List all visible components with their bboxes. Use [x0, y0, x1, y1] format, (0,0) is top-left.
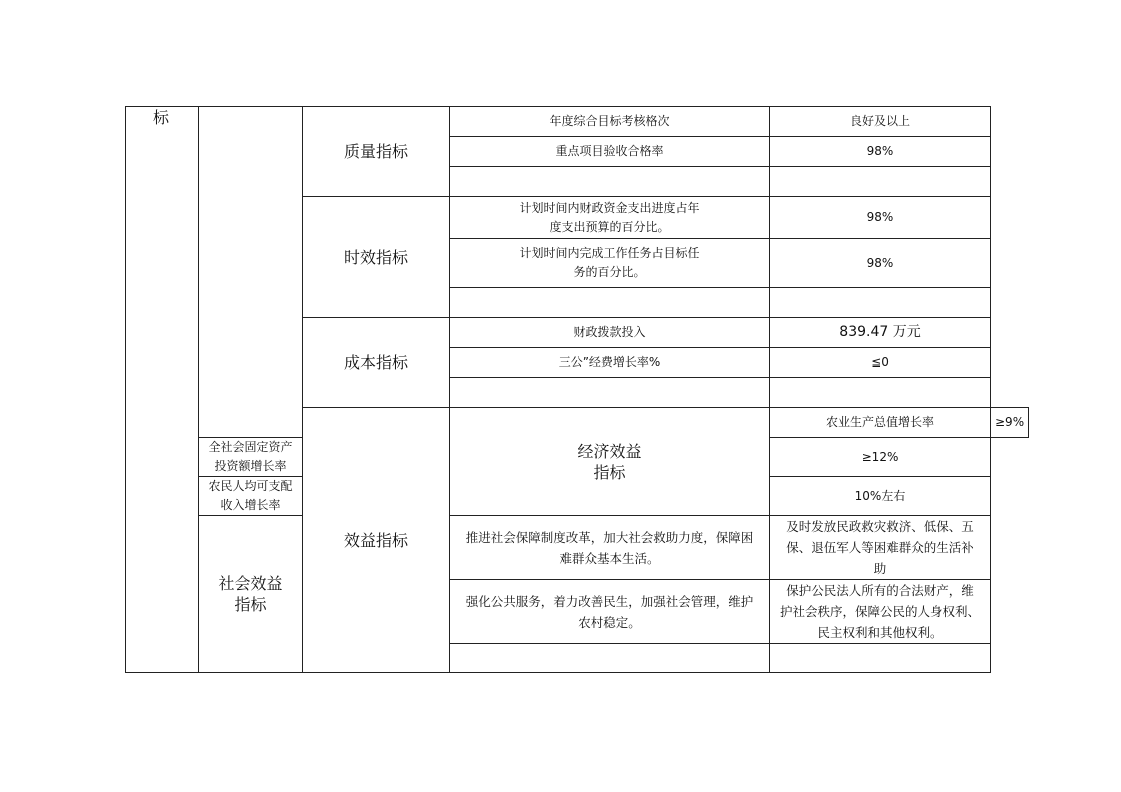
value-cell	[770, 378, 991, 408]
value-cell: 98%	[770, 137, 991, 167]
value-cell: 98%	[770, 239, 991, 288]
value-cell: 及时发放民政救灾救济、低保、五 保、退伍军人等困难群众的生活补 助	[770, 516, 991, 580]
value-cell	[770, 644, 991, 673]
indicator-cell: 年度综合目标考核格次	[450, 107, 770, 137]
indicator-cell: 强化公共服务，着力改善民生，加强社会管理，维护 农村稳定。	[450, 580, 770, 644]
value-cell: ≦0	[770, 348, 991, 378]
value-cell: ≥12%	[770, 438, 991, 477]
indicator-cell	[450, 167, 770, 197]
indicator-cell: 农民人均可支配收入增长率	[199, 477, 303, 516]
level3-timeliness-indicator: 时效指标	[303, 197, 450, 318]
indicator-cell	[450, 288, 770, 318]
indicator-cell: 计划时间内完成工作任务占目标任 务的百分比。	[450, 239, 770, 288]
level1-category-cell: 标	[126, 107, 199, 673]
value-cell: 10%左右	[770, 477, 991, 516]
level2-benefit-indicator: 效益指标	[303, 408, 450, 673]
table-row	[126, 516, 1029, 580]
value-cell: 保护公民法人所有的合法财产，维 护社会秩序，保障公民的人身权利、 民主权利和其他权利。	[770, 580, 991, 644]
indicator-cell	[450, 644, 770, 673]
indicator-cell	[450, 378, 770, 408]
indicator-cell: 财政拨款投入	[450, 318, 770, 348]
level3-economic-indicator: 经济效益 指标	[450, 408, 770, 516]
indicator-cell: 全社会固定资产投资额增长率	[199, 438, 303, 477]
value-cell	[770, 167, 991, 197]
indicator-cell: 三公”经费增长率%	[450, 348, 770, 378]
level3-cost-indicator: 成本指标	[303, 318, 450, 408]
value-cell: 839.47 万元	[770, 318, 991, 348]
value-cell: 良好及以上	[770, 107, 991, 137]
indicator-cell: 推进社会保障制度改革，加大社会救助力度，保障困 难群众基本生活。	[450, 516, 770, 580]
value-cell: ≥9%	[991, 408, 1029, 438]
value-cell	[770, 288, 991, 318]
level3-quality-indicator: 质量指标	[303, 107, 450, 197]
indicator-cell: 计划时间内财政资金支出进度占年 度支出预算的百分比。	[450, 197, 770, 239]
indicator-cell: 重点项目验收合格率	[450, 137, 770, 167]
level2-category-cell-empty	[199, 107, 303, 438]
table-row	[126, 107, 1029, 137]
performance-indicator-table	[125, 106, 1029, 673]
level3-social-indicator: 社会效益 指标	[199, 516, 303, 673]
value-cell: 98%	[770, 197, 991, 239]
indicator-cell: 农业生产总值增长率	[770, 408, 991, 438]
